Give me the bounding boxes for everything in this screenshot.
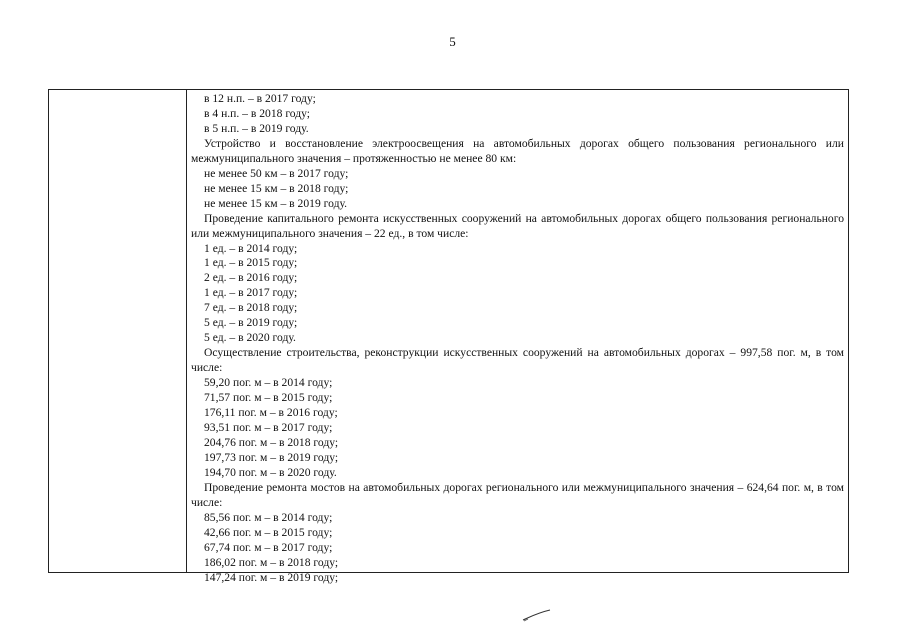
- paragraph-construction: Осуществление строительства, реконструкции искусственных сооружений на автомобильных дорогах – 997,58 пог. м, в том числе:: [191, 346, 844, 375]
- list-item: в 12 н.п. – в 2017 году;: [204, 92, 316, 105]
- list-item: 5 ед. – в 2020 году.: [204, 331, 296, 345]
- list-item: не менее 15 км – в 2018 году;: [204, 181, 349, 195]
- pen-mark-scribble: [522, 608, 552, 622]
- list-item: не менее 15 км – в 2019 году.: [204, 196, 348, 210]
- list-item: 1 ед. – в 2015 году;: [204, 256, 298, 270]
- list-item: 71,57 пог. м – в 2015 году;: [204, 391, 333, 405]
- list-item: в 5 н.п. – в 2019 году.: [204, 121, 309, 135]
- paragraph-capital-repair: Проведение капитального ремонта искусственных сооружений на автомобильных дорогах общего пользования регионального или межмуниципального значения – 22 ед., в том числе:: [191, 211, 844, 240]
- paragraph-electric-lighting: Устройство и восстановление электроосвещения на автомобильных дорогах общего пользования регионального или межмуниципального значения – протяженностью не менее 80 км:: [191, 136, 844, 165]
- list-item: 1 ед. – в 2014 году;: [204, 241, 298, 255]
- list-item: 5 ед. – в 2019 году;: [204, 316, 298, 330]
- list-item: 42,66 пог. м – в 2015 году;: [204, 525, 333, 539]
- list-item: 59,20 пог. м – в 2014 году;: [204, 376, 333, 390]
- list-item: 2 ед. – в 2016 году;: [204, 271, 298, 285]
- list-item: 7 ед. – в 2018 году;: [204, 301, 298, 315]
- right-column: [187, 90, 848, 584]
- list-item: не менее 50 км – в 2017 году;: [204, 166, 349, 180]
- list-item: 176,11 пог. м – в 2016 году;: [204, 406, 338, 420]
- list-item: 147,24 пог. м – в 2019 году;: [204, 570, 339, 584]
- list-item: 197,73 пог. м – в 2019 году;: [204, 450, 339, 464]
- content-table: [48, 89, 849, 584]
- paragraph-bridge-repair: Проведение ремонта мостов на автомобильных дорогах регионального или межмуниципального значения – 624,64 пог. м, в том числе:: [191, 480, 844, 509]
- list-item: в 4 н.п. – в 2018 году;: [204, 106, 311, 120]
- list-item: 85,56 пог. м – в 2014 году;: [204, 510, 333, 524]
- list-item: 67,74 пог. м – в 2017 году;: [204, 540, 333, 554]
- page-number: 5: [449, 34, 456, 49]
- list-item: 194,70 пог. м – в 2020 году.: [204, 465, 337, 479]
- list-item: 1 ед. – в 2017 году;: [204, 286, 298, 300]
- list-item: 204,76 пог. м – в 2018 году;: [204, 435, 339, 449]
- list-item: 93,51 пог. м – в 2017 году;: [204, 420, 333, 434]
- list-item: 186,02 пог. м – в 2018 году;: [204, 555, 339, 569]
- left-column: [49, 90, 187, 572]
